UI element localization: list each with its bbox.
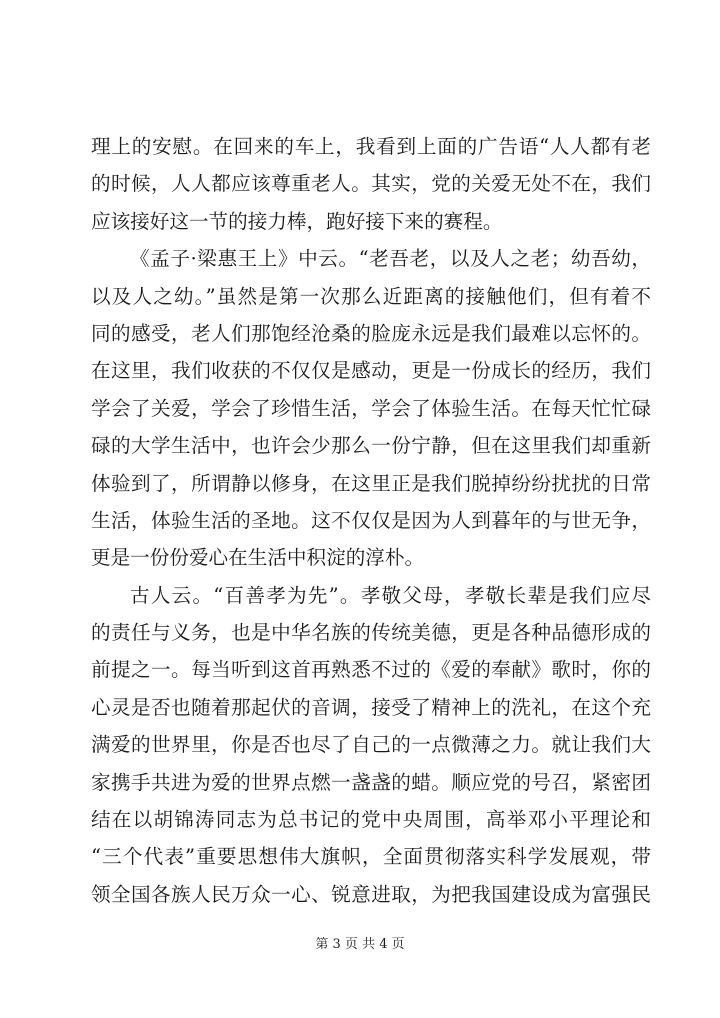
- text-line: 家携手共进为爱的世界点燃一盏盏的蜡。顺应党的号召，紧密团: [91, 770, 651, 794]
- text-line: 心灵是否也随着那起伏的音调，接受了精神上的洗礼，在这个充: [91, 695, 651, 719]
- text-line: 更是一份份爱心在生活中积淀的淳朴。: [91, 546, 425, 570]
- text-line: 的时候，人人都应该尊重老人。其实，党的关爱无处不在，我们: [91, 172, 651, 196]
- text-line: 的责任与义务，也是中华名族的传统美德，更是各种品德形成的: [91, 621, 651, 645]
- paragraph-first-line: 古人云。“百善孝为先”。孝敬父母，孝敬长辈是我们应尽: [130, 583, 651, 607]
- text-line: 学会了关爱，学会了珍惜生活，学会了体验生活。在每天忙忙碌: [91, 396, 651, 420]
- text-line: 理上的安慰。在回来的车上，我看到上面的广告语“人人都有老: [91, 135, 651, 158]
- text-line: 同的感受，老人们那饱经沧桑的脸庞永远是我们最难以忘怀的。: [91, 321, 651, 345]
- text-line: 在这里，我们收获的不仅仅是感动，更是一份成长的经历，我们: [91, 359, 651, 383]
- paragraph-first-line: 《孟子·梁惠王上》中云。“老吾老，以及人之老；幼吾幼，: [130, 247, 651, 271]
- text-line: 结在以胡锦涛同志为总书记的党中央周围，高举邓小平理论和: [91, 808, 651, 832]
- text-line: 以及人之幼。”虽然是第一次那么近距离的接触他们，但有着不: [91, 284, 651, 308]
- text-line: 碌的大学生活中，也许会少那么一份宁静，但在这里我们却重新: [91, 434, 651, 458]
- body-text: [91, 128, 651, 913]
- text-line: 生活，体验生活的圣地。这不仅仅是因为人到暮年的与世无争，: [91, 508, 651, 532]
- page-number-footer: 第 3 页 共 4 页: [315, 937, 405, 952]
- text-line: 满爱的世界里，你是否也尽了自己的一点微薄之力。就让我们大: [91, 733, 651, 757]
- text-line: 领全国各族人民万众一心、锐意进取，为把我国建设成为富强民: [91, 882, 651, 906]
- text-line: 体验到了，所谓静以修身，在这里正是我们脱掉纷纷扰扰的日常: [91, 471, 651, 495]
- text-line: 前提之一。每当听到这首再熟悉不过的《爱的奉献》歌时，你的: [91, 658, 651, 682]
- text-line: 应该接好这一节的接力棒，跑好接下来的赛程。: [91, 209, 503, 233]
- text-line: “三个代表”重要思想伟大旗帜，全面贯彻落实科学发展观，带: [91, 845, 651, 869]
